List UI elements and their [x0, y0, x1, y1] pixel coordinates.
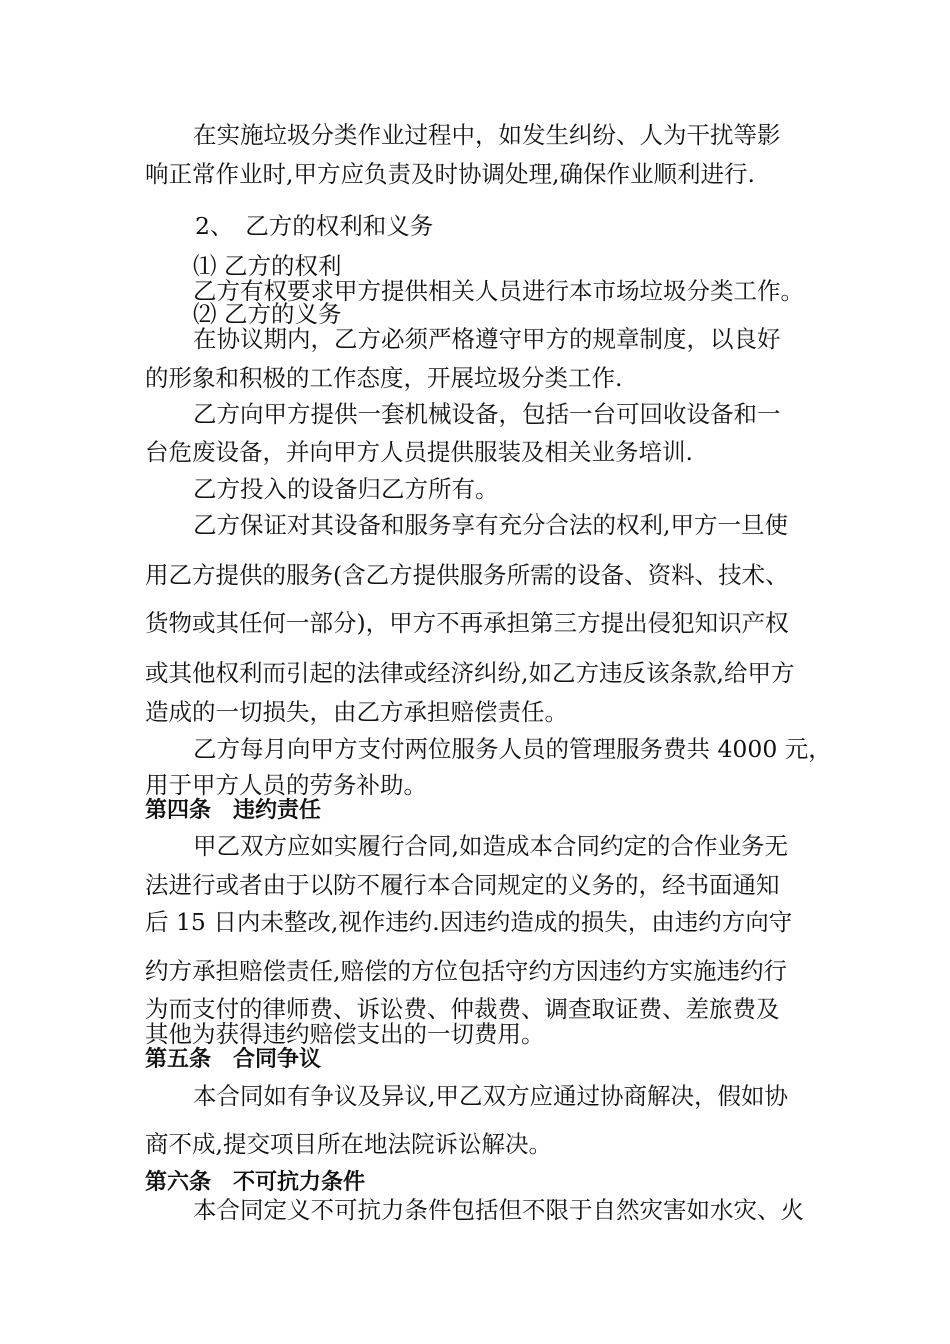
paragraph-line: 乙方每月向甲方支付两位服务人员的管理服务费共 4000 元， — [193, 735, 832, 763]
paragraph-line: 乙方保证对其设备和服务享有充分合法的权利,甲方一旦使 — [193, 511, 788, 539]
paragraph-line: 商不成,提交项目所在地法院诉讼解决。 — [145, 1130, 552, 1158]
paragraph-line: 乙方投入的设备归乙方所有。 — [193, 475, 499, 503]
paragraph-line: 台危废设备，并向甲方人员提供服装及相关业务培训. — [145, 438, 693, 466]
paragraph-line: 或其他权利而引起的法律或经济纠纷,如乙方违反该条款,给甲方 — [145, 659, 795, 687]
article-heading: 第四条 违约责任 — [145, 798, 322, 823]
section-heading: 2、 乙方的权利和义务 — [195, 212, 434, 240]
paragraph-line: 用乙方提供的服务(含乙方提供服务所需的设备、资料、技术、 — [145, 561, 789, 589]
paragraph-line: 其他为获得违约赔偿支出的一切费用。 — [145, 1020, 545, 1048]
paragraph-line: 甲乙双方应如实履行合同,如造成本合同约定的合作业务无 — [193, 832, 788, 860]
paragraph-line: 本合同如有争议及异议,甲乙双方应通过协商解决，假如协 — [193, 1082, 788, 1110]
paragraph-line: 为而支付的律师费、诉讼费、仲裁费、调查取证费、差旅费及 — [145, 995, 780, 1023]
paragraph-line: 约方承担赔偿责任,赔偿的方位包括守约方因违约方实施违约行 — [145, 957, 787, 985]
paragraph-line: 的形象和积极的工作态度，开展垃圾分类工作. — [145, 364, 623, 392]
paragraph-line: 乙方向甲方提供一套机械设备，包括一台可回收设备和一 — [193, 400, 781, 428]
paragraph-line: 本合同定义不可抗力条件包括但不限于自然灾害如水灾、火 — [193, 1196, 804, 1224]
paragraph-line: 后 15 日内未整改,视作违约.因违约造成的损失，由违约方向守 — [145, 908, 793, 936]
subheading: ⑵ 乙方的义务 — [193, 300, 342, 328]
subheading: ⑴ 乙方的权利 — [193, 252, 342, 280]
paragraph-line: 货物或其任何一部分)，甲方不再承担第三方提出侵犯知识产权 — [145, 609, 789, 637]
article-heading: 第六条 不可抗力条件 — [145, 1170, 366, 1195]
paragraph-line: 响正常作业时,甲方应负责及时协调处理,确保作业顺利进行. — [145, 160, 755, 188]
paragraph-line: 造成的一切损失，由乙方承担赔偿责任。 — [145, 698, 568, 726]
paragraph-line: 用于甲方人员的劳务补助。 — [145, 771, 427, 799]
paragraph-line: 在协议期内，乙方必须严格遵守甲方的规章制度，以良好 — [193, 325, 781, 353]
paragraph-line: 法进行或者由于以防不履行本合同规定的义务的，经书面通知 — [145, 871, 780, 899]
article-heading: 第五条 合同争议 — [145, 1047, 322, 1072]
paragraph-line: 在实施垃圾分类作业过程中，如发生纠纷、人为干扰等影 — [193, 121, 781, 149]
paragraph-line: 乙方有权要求甲方提供相关人员进行本市场垃圾分类工作。 — [193, 277, 804, 305]
